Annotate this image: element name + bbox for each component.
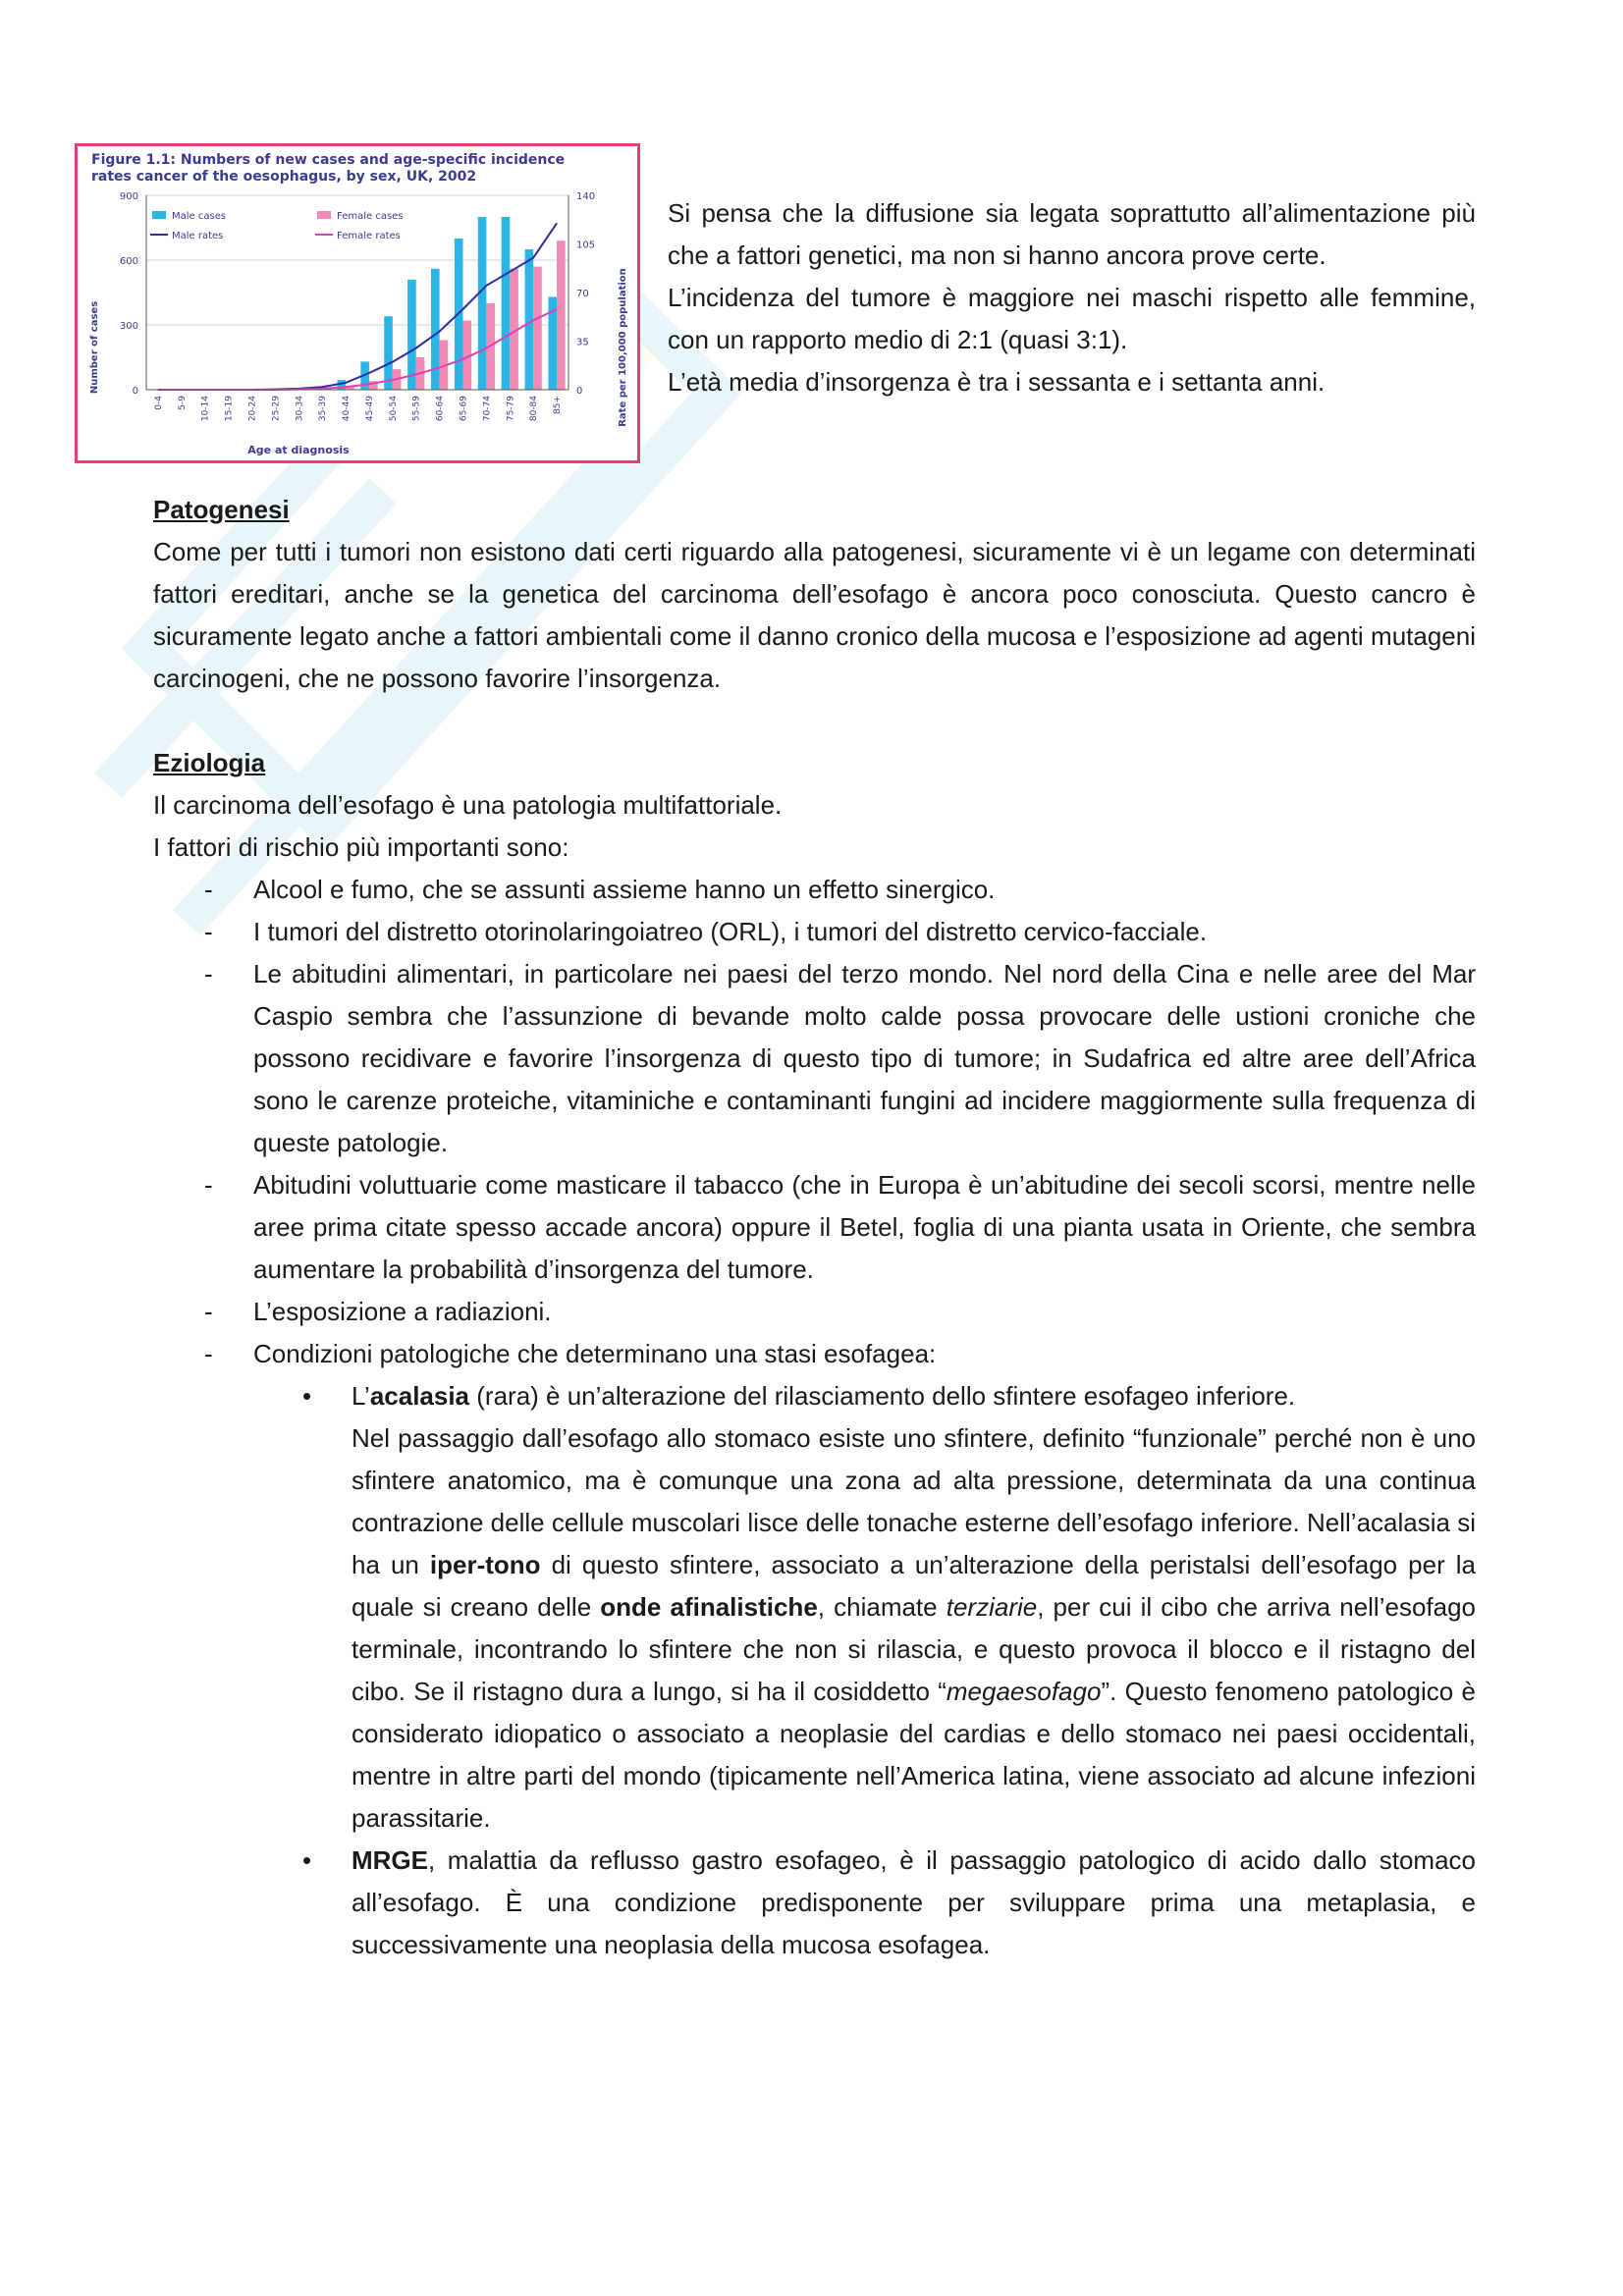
section-patogenesi [153, 489, 1476, 700]
list-item-mrge [153, 1840, 1476, 1966]
x-tick-label: 5-9 [177, 396, 188, 410]
risk-factor-text: - L’esposizione a radiazioni. [253, 1297, 552, 1326]
mrge-body [352, 1840, 1476, 1966]
acalasia-italic: megaesofago [946, 1677, 1102, 1706]
section-eziologia [153, 742, 1476, 1966]
y2-tick-label: 70 [576, 289, 589, 299]
acalasia-text: di questo sfintere, associato a un’alterazione della peristalsi dell’esofago per la quale si creano delle [352, 1550, 1476, 1622]
acalasia-bold: iper-tono [429, 1550, 541, 1579]
y-tick-label: 300 [119, 321, 138, 332]
acalasia-term: acalasia [369, 1381, 470, 1411]
y2-tick-label: 0 [576, 386, 583, 397]
x-tick-label: 65-69 [459, 396, 469, 422]
legend-female-rates: Female rates [337, 231, 401, 241]
y-tick-label: 900 [119, 191, 138, 202]
acalasia-text: , chiamate [817, 1592, 947, 1622]
list-item [153, 911, 1476, 953]
y2-tick-label: 105 [576, 240, 596, 251]
x-tick-label: 85+ [553, 396, 564, 414]
y2-axis-label: Rate per 100,000 population [618, 268, 628, 427]
bar-female-cases [557, 240, 566, 390]
acalasia-text: Nel passaggio dall’esofago allo stomaco esiste uno sfintere, definito “funzionale” perché non è uno sfintere anatomico, ma è comunque una zona ad alta pressione, determinata da una continua contrazione delle cellule muscolari lisce delle tonache esterne dell’esofago inferiore. Nell’acalasia si ha un [352, 1423, 1476, 1579]
chart-lines [158, 223, 557, 390]
intro-line: L’età media d’insorgenza è tra i sessanta e i settanta anni. [668, 367, 1325, 397]
risk-factor-text: - Abitudini voluttuarie come masticare il tabacco (che in Europa è un’abitudine dei secoli scorsi, mentre nelle aree prima citate spesso accade ancora) oppure il Betel, foglia di una pianta usata in Oriente, che sembra aumentare la probabilità d’insorgenza del tumore. [253, 1170, 1476, 1284]
figure-chart [75, 143, 640, 463]
eziologia-line-2: I fattori di rischio più importanti sono: [153, 832, 569, 862]
list-item [153, 1164, 1476, 1291]
risk-factor-text: - I tumori del distretto otorinolaringoiatreo (ORL), i tumori del distretto cervico-facciale. [253, 917, 1208, 946]
bar-male-cases [384, 316, 393, 390]
eziologia-line-1: Il carcinoma dell’esofago è una patologia multifattoriale. [153, 790, 783, 820]
y2-tick-label: 140 [576, 191, 596, 202]
x-tick-label: 80-84 [529, 396, 540, 422]
y-tick-label: 600 [119, 256, 138, 267]
y-axis-label: Number of cases [89, 300, 100, 395]
x-tick-label: 10-14 [200, 396, 211, 422]
line-male-rates [158, 223, 557, 390]
bar-male-cases [431, 269, 440, 390]
mrge-text: , malattia da reflusso gastro esofageo, è il passaggio patologico di acido dallo stomaco all’esofago. È una condizione predisponente per sviluppare prima una metaplasia, e successivamente una neoplasia della mucosa esofagea. [352, 1845, 1476, 1959]
chart-legend [150, 211, 404, 241]
acalasia-body [352, 1417, 1476, 1840]
acalasia-post: (rara) è un’alterazione del rilasciamento dello sfintere esofageo inferiore. [469, 1381, 1296, 1411]
x-tick-label: 0-4 [153, 396, 164, 410]
mrge-term: MRGE [352, 1845, 428, 1875]
x-tick-label: 75-79 [506, 396, 516, 422]
list-item [153, 1333, 1476, 1375]
list-item-acalasia [153, 1375, 1476, 1840]
risk-factor-text: - Le abitudini alimentari, in particolare nei paesi del terzo mondo. Nel nord della Cina e nelle aree del Mar Caspio sembra che l’assunzione di bevande molto calde possa provocare delle ustioni croniche che possono recidivare e favorire l’insorgenza di questo tipo di tumore; in Sudafrica ed altre aree dell’Africa sono le carenze proteiche, vitaminiche e contaminanti fungini ad incidere maggiormente sulla frequenza di queste patologie. [253, 959, 1476, 1157]
list-item [153, 1291, 1476, 1333]
acalasia-lead [352, 1375, 1476, 1417]
list-item [153, 953, 1476, 1164]
intro-line: L’incidenza del tumore è maggiore nei maschi rispetto alle femmine, con un rapporto medio di 2:1 (quasi 3:1). [668, 283, 1476, 354]
x-tick-label: 15-19 [224, 396, 235, 422]
intro-line: Si pensa che la diffusione sia legata soprattutto all’alimentazione più che a fattori genetici, ma non si hanno ancora prove certe. [668, 198, 1476, 270]
x-tick-label: 60-64 [435, 396, 446, 422]
y2-tick-label: 35 [576, 337, 589, 348]
bar-female-cases [533, 267, 542, 390]
x-tick-label: 40-44 [342, 396, 352, 422]
patogenesi-body: Come per tutti i tumori non esistono dati certi riguardo alla patogenesi, sicuramente vi è un legame con determinati fattori ereditari, anche se la genetica del carcinoma dell’esofago è ancora poco conosciuta. Questo cancro è sicuramente legato anche a fattori ambientali come il danno cronico della mucosa e l’esposizione ad agenti mutageni carcinogeni, che ne possono favorire l’insorgenza. [153, 537, 1476, 693]
bar-male-cases [478, 217, 487, 390]
legend-male-cases: Male cases [172, 211, 227, 222]
legend-female-cases: Female cases [337, 211, 404, 222]
x-axis-label: Age at diagnosis [247, 444, 350, 456]
bar-male-cases [502, 217, 511, 390]
heading-patogenesi: Patogenesi [153, 495, 290, 524]
acalasia-pre: L’ [352, 1381, 370, 1411]
x-tick-label: 35-39 [318, 396, 329, 422]
intro-paragraph [668, 192, 1476, 403]
legend-swatch-female-cases [317, 211, 331, 219]
x-tick-label: 30-34 [295, 396, 305, 422]
list-item [153, 869, 1476, 911]
chart-canvas [78, 146, 637, 460]
chart-axes [120, 191, 595, 421]
legend-male-rates: Male rates [172, 231, 224, 241]
bullet-icon: • [302, 1381, 312, 1411]
x-tick-label: 55-59 [411, 396, 422, 422]
acalasia-text: ”. Questo fenomeno patologico è considerato idiopatico o associato a neoplasie del cardias e dello stomaco nei paesi occidentali, mentre in altre parti del mondo (tipicamente nell’America latina, viene associato ad alcune infezioni parassitarie. [352, 1677, 1476, 1833]
x-tick-label: 20-24 [247, 396, 258, 422]
risk-factor-list [0, 869, 1476, 1375]
acalasia-bold: onde afinalistiche [600, 1592, 818, 1622]
risk-factor-text: - Alcool e fumo, che se assunti assieme hanno un effetto sinergico. [253, 875, 996, 904]
legend-swatch-male-cases [152, 211, 166, 219]
y-tick-label: 0 [132, 386, 138, 397]
stasis-conditions-list [0, 1375, 1476, 1966]
bullet-icon: • [302, 1845, 312, 1875]
risk-factor-text: - Condizioni patologiche che determinano una stasi esofagea: [253, 1339, 937, 1368]
figure-title-line-2: rates cancer of the oesophagus, by sex, UK, 2002 [91, 169, 477, 185]
acalasia-text: , per cui il cibo che arriva nell’esofago terminale, incontrando lo sfintere che non si rilascia, e questo provoca il blocco e il ristagno del cibo. Se il ristagno dura a lungo, si ha il cosiddetto “ [352, 1592, 1477, 1706]
x-tick-label: 45-49 [364, 396, 375, 422]
x-tick-label: 50-54 [388, 396, 399, 422]
x-tick-label: 25-29 [271, 396, 282, 422]
heading-eziologia: Eziologia [153, 748, 266, 777]
figure-title-line-1: Figure 1.1: Numbers of new cases and age-specific incidence [91, 152, 566, 168]
x-tick-label: 70-74 [482, 396, 493, 422]
chart-bars [267, 217, 566, 390]
bar-male-cases [525, 249, 534, 390]
bar-male-cases [407, 280, 416, 390]
acalasia-italic: terziarie [946, 1592, 1038, 1622]
